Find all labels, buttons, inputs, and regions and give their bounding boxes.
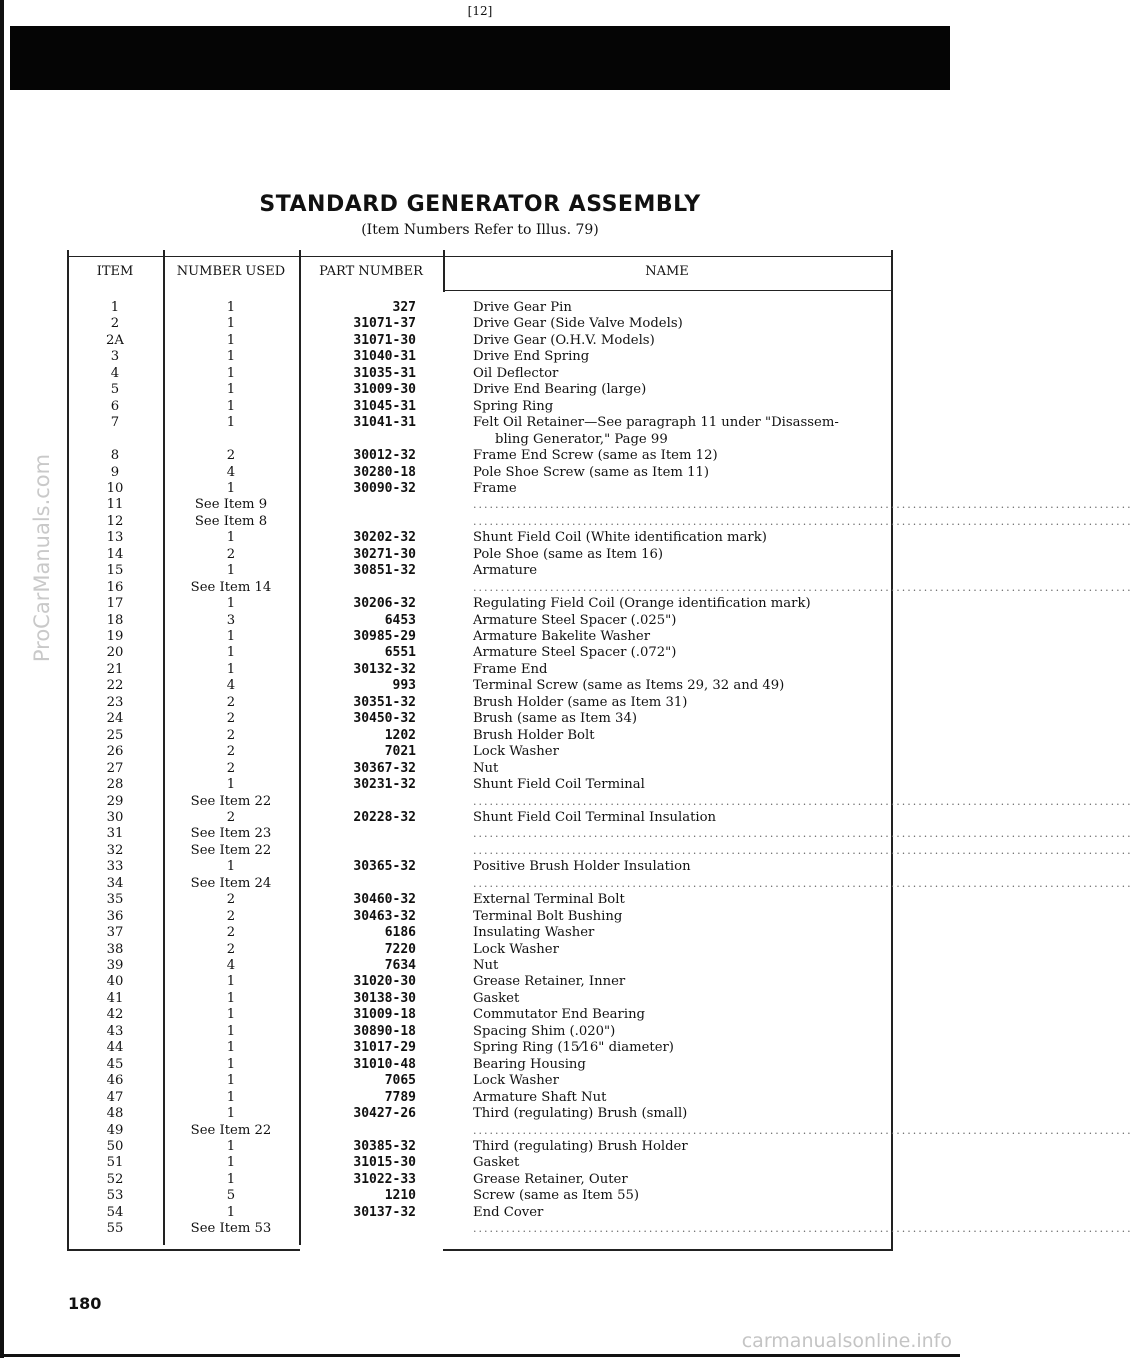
item-cell: 29 bbox=[106, 793, 124, 809]
part-number-cell: 30271-30 bbox=[353, 546, 416, 562]
dotted-leader: ........................................................................................................................ bbox=[473, 1123, 1133, 1137]
item-cell: 19 bbox=[106, 629, 124, 644]
number-used-cell: 1 bbox=[226, 596, 236, 612]
part-number-cell: 30851-32 bbox=[353, 563, 416, 579]
name-cell: Gasket bbox=[473, 1155, 520, 1171]
part-number-cell: 31041-31 bbox=[353, 415, 416, 431]
item-cell: 51 bbox=[106, 1155, 124, 1171]
item-cell: 41 bbox=[106, 990, 124, 1006]
name-cell: Frame bbox=[473, 480, 517, 496]
header-banner bbox=[10, 26, 950, 90]
name-cell: Commutator End Bearing bbox=[473, 1007, 645, 1023]
table-row bbox=[67, 744, 893, 760]
table-row bbox=[67, 1090, 893, 1106]
table-row bbox=[67, 958, 893, 974]
number-used-cell: 1 bbox=[226, 1073, 236, 1089]
name-cell: Frame End Screw (same as Item 12) bbox=[473, 448, 718, 464]
number-used-cell: 2 bbox=[226, 546, 236, 562]
part-number-cell: 6551 bbox=[384, 645, 416, 661]
table-row bbox=[67, 1172, 893, 1188]
item-cell: 12 bbox=[106, 513, 124, 529]
item-cell: 16 bbox=[106, 579, 124, 595]
item-cell: 2 bbox=[110, 316, 120, 332]
dotted-leader: ........................................................................................................................ bbox=[473, 876, 1133, 890]
part-number-cell: 31022-33 bbox=[353, 1171, 416, 1187]
page-number: 180 bbox=[68, 1294, 102, 1313]
name-cell: Bearing Housing bbox=[473, 1056, 586, 1072]
name-cell: Shunt Field Coil Terminal Insulation bbox=[473, 809, 717, 825]
table-row bbox=[67, 579, 1133, 596]
dotted-leader: ........................................................................................................................ bbox=[473, 1222, 1133, 1236]
part-number-cell: 30138-30 bbox=[353, 990, 416, 1006]
item-cell: 53 bbox=[106, 1188, 124, 1204]
item-cell: 9 bbox=[110, 464, 120, 480]
item-cell: 4 bbox=[110, 365, 120, 381]
number-used-cell: See Item 14 bbox=[190, 579, 272, 595]
table-row bbox=[67, 1188, 893, 1204]
part-number-cell: 31071-37 bbox=[353, 316, 416, 332]
table-row bbox=[67, 1139, 893, 1155]
name-cell: Pole Shoe Screw (same as Item 11) bbox=[473, 464, 709, 480]
table-row bbox=[67, 645, 893, 661]
number-used-cell: 1 bbox=[226, 415, 236, 431]
number-used-cell: 1 bbox=[226, 300, 236, 315]
dotted-leader: ........................................................................................................................ bbox=[473, 514, 1133, 528]
table-row bbox=[67, 415, 893, 447]
name-cell: Armature Steel Spacer (.072") bbox=[473, 645, 677, 661]
column-header-name: NAME bbox=[645, 264, 689, 279]
part-number-cell: 20228-32 bbox=[353, 809, 416, 825]
table-row bbox=[67, 909, 893, 925]
table-row bbox=[67, 300, 893, 316]
table-row bbox=[67, 366, 893, 382]
number-used-cell: 1 bbox=[226, 382, 236, 398]
name-cell: Insulating Washer bbox=[473, 925, 595, 941]
table-row bbox=[67, 1106, 893, 1122]
table-row bbox=[67, 465, 893, 481]
item-cell: 14 bbox=[106, 546, 124, 562]
item-cell: 39 bbox=[106, 958, 124, 973]
item-cell: 27 bbox=[106, 760, 124, 776]
name-cell: Nut bbox=[473, 958, 499, 973]
item-cell: 17 bbox=[106, 596, 124, 612]
table-row bbox=[67, 728, 893, 744]
part-number-cell: 7065 bbox=[384, 1073, 416, 1089]
name-cell: Oil Deflector bbox=[473, 365, 559, 381]
number-used-cell: See Item 23 bbox=[190, 826, 272, 842]
page-tag: [12] bbox=[467, 4, 493, 18]
part-number-cell: 30460-32 bbox=[353, 892, 416, 908]
item-cell: 28 bbox=[106, 777, 124, 793]
part-number-cell: 993 bbox=[392, 678, 416, 694]
item-cell: 55 bbox=[106, 1221, 124, 1237]
item-cell: 6 bbox=[110, 398, 120, 414]
table-row bbox=[67, 1024, 893, 1040]
table-row bbox=[67, 925, 893, 941]
item-cell: 5 bbox=[110, 382, 120, 398]
number-used-cell: 2 bbox=[226, 760, 236, 776]
table-row bbox=[67, 1205, 893, 1221]
name-cell: Spring Ring (15⁄16" diameter) bbox=[473, 1040, 674, 1056]
table-bottom-rule bbox=[443, 1249, 893, 1251]
table-row bbox=[67, 1057, 893, 1073]
number-used-cell: 1 bbox=[226, 1138, 236, 1154]
item-cell: 7 bbox=[110, 415, 120, 431]
number-used-cell: 2 bbox=[226, 448, 236, 464]
item-cell: 33 bbox=[106, 859, 124, 875]
table-row bbox=[67, 316, 893, 332]
table-row bbox=[67, 859, 893, 875]
number-used-cell: 2 bbox=[226, 941, 236, 957]
part-number-cell: 30206-32 bbox=[353, 596, 416, 612]
column-header-item: ITEM bbox=[96, 264, 134, 279]
item-cell: 36 bbox=[106, 908, 124, 924]
name-cell: Armature Steel Spacer (.025") bbox=[473, 612, 677, 628]
number-used-cell: See Item 53 bbox=[190, 1221, 272, 1237]
table-row bbox=[67, 678, 893, 694]
item-cell: 20 bbox=[106, 645, 124, 661]
number-used-cell: 1 bbox=[226, 661, 236, 677]
number-used-cell: See Item 22 bbox=[190, 793, 272, 809]
table-row bbox=[67, 448, 893, 464]
table-row bbox=[67, 695, 893, 711]
number-used-cell: 1 bbox=[226, 563, 236, 579]
table-row bbox=[67, 399, 893, 415]
table-row bbox=[67, 382, 893, 398]
table-row bbox=[67, 349, 893, 365]
number-used-cell: 1 bbox=[226, 1056, 236, 1072]
part-number-cell: 7021 bbox=[384, 744, 416, 760]
number-used-cell: See Item 22 bbox=[190, 1122, 272, 1138]
name-cell: Shunt Field Coil Terminal bbox=[473, 777, 645, 793]
number-used-cell: 2 bbox=[226, 908, 236, 924]
part-number-cell: 30450-32 bbox=[353, 711, 416, 727]
part-number-cell: 31010-48 bbox=[353, 1056, 416, 1072]
item-cell: 2A bbox=[106, 332, 124, 348]
part-number-cell: 31009-18 bbox=[353, 1007, 416, 1023]
number-used-cell: 1 bbox=[226, 1040, 236, 1056]
name-cell: Spring Ring bbox=[473, 398, 554, 414]
table-row bbox=[67, 530, 893, 546]
number-used-cell: 1 bbox=[226, 1106, 236, 1122]
table-row bbox=[67, 892, 893, 908]
item-cell: 44 bbox=[106, 1040, 124, 1056]
name-cell: Spacing Shim (.020") bbox=[473, 1023, 616, 1039]
name-cell: Felt Oil Retainer—See paragraph 11 under "Disassem- bbox=[473, 415, 839, 431]
table-row bbox=[67, 942, 893, 958]
item-cell: 35 bbox=[106, 892, 124, 908]
item-cell: 18 bbox=[106, 612, 124, 628]
number-used-cell: 5 bbox=[226, 1188, 236, 1204]
name-cell: Lock Washer bbox=[473, 1073, 559, 1089]
item-cell: 3 bbox=[110, 349, 120, 365]
item-cell: 49 bbox=[106, 1122, 124, 1138]
number-used-cell: 2 bbox=[226, 892, 236, 908]
table-row bbox=[67, 513, 1133, 530]
name-cell: Drive End Bearing (large) bbox=[473, 382, 647, 398]
part-number-cell: 30351-32 bbox=[353, 694, 416, 710]
name-cell: External Terminal Bolt bbox=[473, 892, 625, 908]
part-number-cell: 31071-30 bbox=[353, 332, 416, 348]
footer-watermark: carmanualsonline.info bbox=[741, 1330, 952, 1352]
part-number-cell: 30463-32 bbox=[353, 908, 416, 924]
name-cell: Shunt Field Coil (White identification mark) bbox=[473, 530, 767, 546]
part-number-cell: 30202-32 bbox=[353, 530, 416, 546]
table-row bbox=[67, 629, 893, 645]
table-row bbox=[67, 761, 893, 777]
name-cell: Armature bbox=[473, 563, 538, 579]
number-used-cell: 1 bbox=[226, 1007, 236, 1023]
item-cell: 10 bbox=[106, 480, 124, 496]
number-used-cell: 4 bbox=[226, 464, 236, 480]
name-cell: Positive Brush Holder Insulation bbox=[473, 859, 691, 875]
item-cell: 13 bbox=[106, 530, 124, 546]
part-number-cell: 31009-30 bbox=[353, 382, 416, 398]
table-row bbox=[67, 333, 893, 349]
number-used-cell: 2 bbox=[226, 809, 236, 825]
part-number-cell: 30012-32 bbox=[353, 448, 416, 464]
table-row bbox=[67, 826, 1133, 842]
name-cell: Third (regulating) Brush (small) bbox=[473, 1106, 688, 1122]
number-used-cell: 1 bbox=[226, 1171, 236, 1187]
name-cell-continuation: bling Generator," Page 99 bbox=[495, 431, 668, 447]
table-row bbox=[67, 793, 1133, 810]
name-cell: Screw (same as Item 55) bbox=[473, 1188, 640, 1204]
number-used-cell: 1 bbox=[226, 1023, 236, 1039]
name-cell: Lock Washer bbox=[473, 744, 559, 760]
number-used-cell: 1 bbox=[226, 645, 236, 661]
number-used-cell: See Item 8 bbox=[194, 513, 268, 529]
table-row bbox=[67, 842, 1133, 859]
name-cell: Armature Shaft Nut bbox=[473, 1089, 607, 1105]
name-cell: Terminal Screw (same as Items 29, 32 and 49) bbox=[473, 678, 785, 694]
part-number-cell: 7634 bbox=[384, 958, 416, 973]
item-cell: 31 bbox=[106, 826, 124, 842]
number-used-cell: 1 bbox=[226, 777, 236, 793]
item-cell: 48 bbox=[106, 1106, 124, 1122]
table-row bbox=[67, 1007, 893, 1023]
item-cell: 50 bbox=[106, 1138, 124, 1154]
number-used-cell: 1 bbox=[226, 990, 236, 1006]
table-row bbox=[67, 497, 1133, 513]
table-row bbox=[67, 875, 1133, 892]
side-watermark-text: ProCarManuals.com bbox=[30, 453, 54, 663]
item-cell: 8 bbox=[110, 448, 120, 464]
number-used-cell: 1 bbox=[226, 859, 236, 875]
part-number-cell: 30132-32 bbox=[353, 661, 416, 677]
item-cell: 43 bbox=[106, 1023, 124, 1039]
number-used-cell: See Item 24 bbox=[190, 875, 272, 891]
part-number-cell: 6453 bbox=[384, 612, 416, 628]
column-header-number-used: NUMBER USED bbox=[176, 264, 286, 279]
table-row bbox=[67, 563, 893, 579]
number-used-cell: 1 bbox=[226, 530, 236, 546]
name-cell: Terminal Bolt Bushing bbox=[473, 908, 623, 924]
name-cell: Pole Shoe (same as Item 16) bbox=[473, 546, 663, 562]
item-cell: 52 bbox=[106, 1171, 124, 1187]
name-cell: Brush Holder (same as Item 31) bbox=[473, 694, 688, 710]
item-cell: 40 bbox=[106, 974, 124, 990]
part-number-cell: 31040-31 bbox=[353, 349, 416, 365]
name-cell: Third (regulating) Brush Holder bbox=[473, 1138, 688, 1154]
item-cell: 45 bbox=[106, 1056, 124, 1072]
name-header-rule bbox=[443, 290, 891, 291]
part-number-cell: 30985-29 bbox=[353, 629, 416, 644]
number-used-cell: 1 bbox=[226, 332, 236, 348]
item-cell: 22 bbox=[106, 678, 124, 694]
table-row bbox=[67, 1122, 1133, 1139]
page-bottom-border bbox=[0, 1354, 960, 1357]
part-number-cell: 6186 bbox=[384, 925, 416, 941]
table-row bbox=[67, 974, 893, 990]
number-used-cell: 2 bbox=[226, 925, 236, 941]
item-cell: 1 bbox=[110, 300, 120, 315]
page-title: STANDARD GENERATOR ASSEMBLY bbox=[259, 192, 701, 217]
item-cell: 30 bbox=[106, 809, 124, 825]
table-row bbox=[67, 1040, 893, 1056]
number-used-cell: 1 bbox=[226, 629, 236, 644]
part-number-cell: 7789 bbox=[384, 1089, 416, 1105]
table-row bbox=[67, 596, 893, 612]
part-number-cell: 7220 bbox=[384, 941, 416, 957]
number-used-cell: 1 bbox=[226, 1089, 236, 1105]
name-cell: Drive Gear Pin bbox=[473, 300, 572, 315]
number-used-cell: 2 bbox=[226, 694, 236, 710]
item-cell: 21 bbox=[106, 661, 124, 677]
name-cell: Lock Washer bbox=[473, 941, 559, 957]
item-cell: 26 bbox=[106, 744, 124, 760]
item-cell: 54 bbox=[106, 1204, 124, 1220]
dotted-leader: ........................................................................................................................ bbox=[473, 794, 1133, 808]
item-cell: 46 bbox=[106, 1073, 124, 1089]
number-used-cell: 2 bbox=[226, 744, 236, 760]
name-cell: Gasket bbox=[473, 990, 520, 1006]
number-used-cell: 4 bbox=[226, 678, 236, 694]
part-number-cell: 30385-32 bbox=[353, 1138, 416, 1154]
part-number-cell: 31017-29 bbox=[353, 1040, 416, 1056]
part-number-cell: 30367-32 bbox=[353, 760, 416, 776]
dotted-leader: ........................................................................................................................ bbox=[473, 843, 1133, 857]
column-header-part-number: PART NUMBER bbox=[319, 264, 423, 279]
item-cell: 24 bbox=[106, 711, 124, 727]
item-cell: 32 bbox=[106, 842, 124, 858]
part-number-cell: 30365-32 bbox=[353, 859, 416, 875]
part-number-cell: 30890-18 bbox=[353, 1023, 416, 1039]
part-number-cell: 30280-18 bbox=[353, 464, 416, 480]
item-cell: 15 bbox=[106, 563, 124, 579]
number-used-cell: 2 bbox=[226, 727, 236, 743]
table-row bbox=[67, 481, 893, 497]
part-number-cell: 31045-31 bbox=[353, 398, 416, 414]
table-row bbox=[67, 1155, 893, 1171]
part-number-cell: 1202 bbox=[384, 727, 416, 743]
number-used-cell: 1 bbox=[226, 349, 236, 365]
number-used-cell: 1 bbox=[226, 365, 236, 381]
item-cell: 25 bbox=[106, 727, 124, 743]
table-row bbox=[67, 662, 893, 678]
item-cell: 42 bbox=[106, 1007, 124, 1023]
part-number-cell: 1210 bbox=[384, 1188, 416, 1204]
table-row bbox=[67, 991, 893, 1007]
number-used-cell: See Item 22 bbox=[190, 842, 272, 858]
part-number-cell: 31015-30 bbox=[353, 1155, 416, 1171]
part-number-cell: 327 bbox=[392, 300, 416, 315]
item-cell: 11 bbox=[106, 497, 124, 513]
table-row bbox=[67, 1221, 1133, 1237]
number-used-cell: 1 bbox=[226, 1155, 236, 1171]
table-top-rule bbox=[67, 256, 893, 257]
number-used-cell: 1 bbox=[226, 1204, 236, 1220]
item-cell: 23 bbox=[106, 694, 124, 710]
table-row bbox=[67, 711, 893, 727]
number-used-cell: 1 bbox=[226, 974, 236, 990]
name-cell: Drive Gear (O.H.V. Models) bbox=[473, 332, 655, 348]
item-cell: 47 bbox=[106, 1089, 124, 1105]
dotted-leader: ........................................................................................................................ bbox=[473, 827, 1133, 841]
number-used-cell: See Item 9 bbox=[194, 497, 268, 513]
dotted-leader: ........................................................................................................................ bbox=[473, 580, 1133, 594]
item-cell: 38 bbox=[106, 941, 124, 957]
part-number-cell: 30231-32 bbox=[353, 777, 416, 793]
part-number-cell: 31035-31 bbox=[353, 365, 416, 381]
name-cell: Brush (same as Item 34) bbox=[473, 711, 637, 727]
name-cell: Frame End bbox=[473, 661, 548, 677]
number-used-cell: 2 bbox=[226, 711, 236, 727]
table-bottom-rule bbox=[67, 1249, 300, 1251]
number-used-cell: 1 bbox=[226, 398, 236, 414]
table-row bbox=[67, 810, 893, 826]
part-number-cell: 30137-32 bbox=[353, 1204, 416, 1220]
dotted-leader: ........................................................................................................................ bbox=[473, 498, 1133, 512]
number-used-cell: 3 bbox=[226, 612, 236, 628]
page-subtitle: (Item Numbers Refer to Illus. 79) bbox=[361, 222, 599, 238]
number-used-cell: 1 bbox=[226, 316, 236, 332]
table-row bbox=[67, 613, 893, 629]
name-cell: Brush Holder Bolt bbox=[473, 727, 595, 743]
part-number-cell: 30427-26 bbox=[353, 1106, 416, 1122]
table-row bbox=[67, 1073, 893, 1089]
name-cell: Regulating Field Coil (Orange identification mark) bbox=[473, 596, 811, 612]
name-cell: Drive End Spring bbox=[473, 349, 590, 365]
item-cell: 34 bbox=[106, 875, 124, 891]
item-cell: 37 bbox=[106, 925, 124, 941]
name-cell: Drive Gear (Side Valve Models) bbox=[473, 316, 683, 332]
parts-table bbox=[67, 250, 1133, 1250]
table-row bbox=[67, 777, 893, 793]
name-cell: Nut bbox=[473, 760, 499, 776]
part-number-cell: 31020-30 bbox=[353, 974, 416, 990]
number-used-cell: 4 bbox=[226, 958, 236, 973]
name-cell: Armature Bakelite Washer bbox=[473, 629, 651, 644]
table-row bbox=[67, 547, 893, 563]
name-cell: Grease Retainer, Outer bbox=[473, 1171, 628, 1187]
part-number-cell: 30090-32 bbox=[353, 480, 416, 496]
name-cell: Grease Retainer, Inner bbox=[473, 974, 626, 990]
number-used-cell: 1 bbox=[226, 480, 236, 496]
name-cell: End Cover bbox=[473, 1204, 544, 1220]
